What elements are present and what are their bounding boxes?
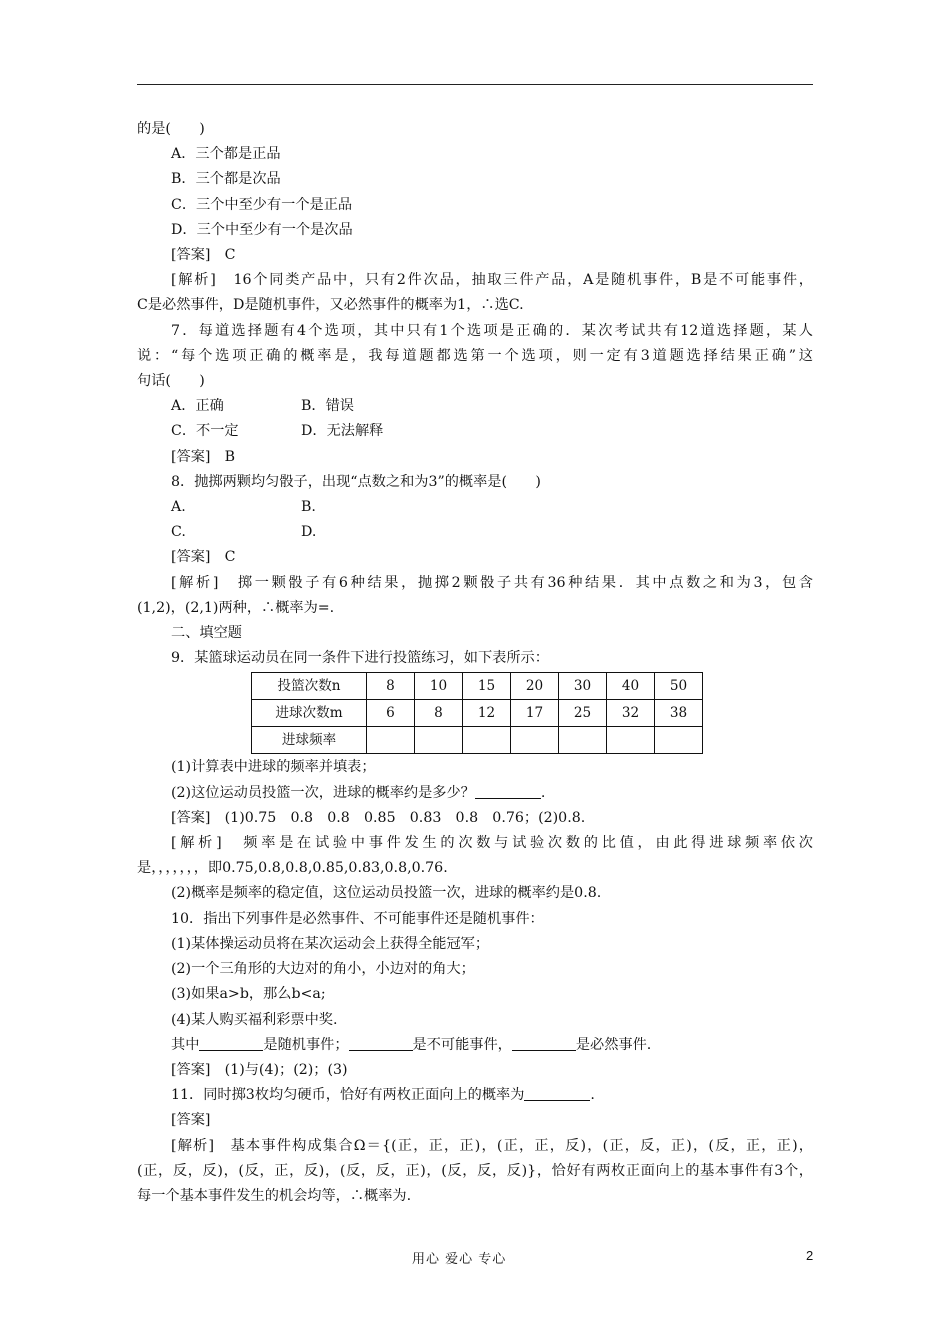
event-item: (2)一个三角形的大边对的角小，小边对的角大； <box>171 961 475 978</box>
footer-motto: 用心 爱心 专心 <box>412 1252 507 1267</box>
table-row <box>252 673 703 700</box>
table-cell: 20 <box>511 673 559 700</box>
table-cell: 25 <box>559 700 607 727</box>
answer-line: [答案] (1)0.75 0.8 0.8 0.85 0.83 0.8 0.76；(2)0.8. <box>171 809 586 826</box>
event-item: (4)某人购买福利彩票中奖. <box>171 1011 338 1028</box>
analysis-line: 每一个基本事件发生的机会均等，∴概率为. <box>137 1187 412 1204</box>
table-cell: 10 <box>415 673 463 700</box>
analysis-line: (2)概率是频率的稳定值，这位运动员投篮一次，进球的概率约是0.8. <box>171 885 602 902</box>
table-cell <box>511 727 559 754</box>
answer-line: [答案] C <box>171 247 236 264</box>
option-b: B．错误 <box>301 398 354 415</box>
subquestion: (2)这位运动员投篮一次，进球的概率约是多少？ . <box>171 784 546 801</box>
table-cell <box>367 727 415 754</box>
analysis-line: C是必然事件，D是随机事件，又必然事件的概率为1，∴选C. <box>137 297 524 314</box>
analysis-line: [解析] 频率是在试验中事件发生的次数与试验次数的比值，由此得进球频率依次 <box>171 835 813 852</box>
answer-line: [答案] C <box>171 549 236 566</box>
table-cell: 17 <box>511 700 559 727</box>
row-header: 进球频率 <box>252 727 367 754</box>
table-cell: 40 <box>607 673 655 700</box>
table-cell <box>463 727 511 754</box>
table-cell <box>607 727 655 754</box>
option-d: D. <box>301 524 317 541</box>
table-cell: 30 <box>559 673 607 700</box>
header-rule <box>137 84 813 85</box>
table-cell: 38 <box>655 700 703 727</box>
table-cell <box>655 727 703 754</box>
table-cell: 15 <box>463 673 511 700</box>
analysis-line: (正，反，反)，(反，正，反)，(反，反，正)，(反，反，反)}，恰好有两枚正面向上的基本事件有3个， <box>137 1162 813 1179</box>
analysis-line: 是，，，，，，，即0.75,0.8,0.8,0.85,0.83,0.8,0.76. <box>137 860 448 877</box>
question-10: 10．指出下列事件是必然事件、不可能事件还是随机事件： <box>171 910 544 927</box>
table-row <box>252 727 703 754</box>
answer-blank <box>475 784 541 799</box>
table-cell <box>415 727 463 754</box>
answer-blank <box>349 1036 413 1051</box>
page-body <box>137 117 813 1209</box>
answer-blank <box>199 1036 263 1051</box>
option-b: B. <box>301 499 316 516</box>
table-cell: 6 <box>367 700 415 727</box>
question-7-line: 句话( ) <box>137 373 205 390</box>
shooting-table <box>251 672 703 754</box>
row-header: 进球次数m <box>252 700 367 727</box>
option-b: B．三个都是次品 <box>171 171 281 188</box>
table-cell: 12 <box>463 700 511 727</box>
event-item: (1)某体操运动员将在某次运动会上获得全能冠军； <box>171 935 490 952</box>
question-9: 9．某篮球运动员在同一条件下进行投篮练习，如下表所示： <box>171 650 549 667</box>
table-cell <box>559 727 607 754</box>
answer-line: [答案] <box>171 1112 211 1129</box>
fill-line: 其中 是随机事件； 是不可能事件， 是必然事件. <box>171 1036 652 1053</box>
question-11: 11．同时掷3枚均匀硬币，恰好有两枚正面向上的概率为 . <box>171 1087 595 1104</box>
answer-line: [答案] B <box>171 448 236 465</box>
page-number: 2 <box>806 1248 814 1263</box>
table-cell: 8 <box>415 700 463 727</box>
subquestion: (1)计算表中进球的频率并填表； <box>171 759 376 776</box>
option-d: D．无法解释 <box>301 423 384 440</box>
question-7: 7．每道选择题有4个选项，其中只有1个选项是正确的．某次考试共有12道选择题，某人 <box>171 322 813 339</box>
option-c: C．三个中至少有一个是正品 <box>171 196 353 213</box>
event-item: (3)如果a>b，那么b<a; <box>171 986 326 1003</box>
option-row <box>137 394 813 419</box>
answer-blank <box>524 1086 590 1101</box>
section-heading: 二、填空题 <box>171 625 242 642</box>
answer-blank <box>512 1036 576 1051</box>
analysis-line: [解析] 掷一颗骰子有6种结果，抛掷2颗骰子共有36种结果．其中点数之和为3，包含 <box>171 574 813 591</box>
question-7-line: 说：“每个选项正确的概率是，我每道题都选第一个选项，则一定有3道题选择结果正确”这 <box>137 347 813 364</box>
option-a: A．三个都是正品 <box>171 146 281 163</box>
option-d: D．三个中至少有一个是次品 <box>171 221 353 238</box>
option-c: C. <box>171 524 186 541</box>
option-row <box>137 495 813 520</box>
table-cell: 50 <box>655 673 703 700</box>
analysis-line: (1,2)，(2,1)两种，∴概率为=. <box>137 599 335 616</box>
table-cell: 32 <box>607 700 655 727</box>
question-8: 8．抛掷两颗均匀骰子，出现“点数之和为3”的概率是( ) <box>171 473 541 490</box>
option-a: A．正确 <box>171 398 224 415</box>
analysis-line: [解析] 16个同类产品中，只有2件次品，抽取三件产品，A是随机事件，B是不可能事件， <box>171 272 813 289</box>
answer-line: [答案] (1)与(4)；(2)；(3) <box>171 1061 348 1078</box>
row-header: 投篮次数n <box>252 673 367 700</box>
table-row <box>252 700 703 727</box>
text-line: 的是( ) <box>137 121 205 137</box>
table-cell: 8 <box>367 673 415 700</box>
option-c: C．不一定 <box>171 423 239 440</box>
option-row <box>137 520 813 545</box>
analysis-line: [解析] 基本事件构成集合Ω＝{(正，正，正)，(正，正，反)，(正，反，正)，(反，正，正)， <box>171 1137 813 1154</box>
option-a: A. <box>171 499 186 516</box>
option-row <box>137 419 813 444</box>
